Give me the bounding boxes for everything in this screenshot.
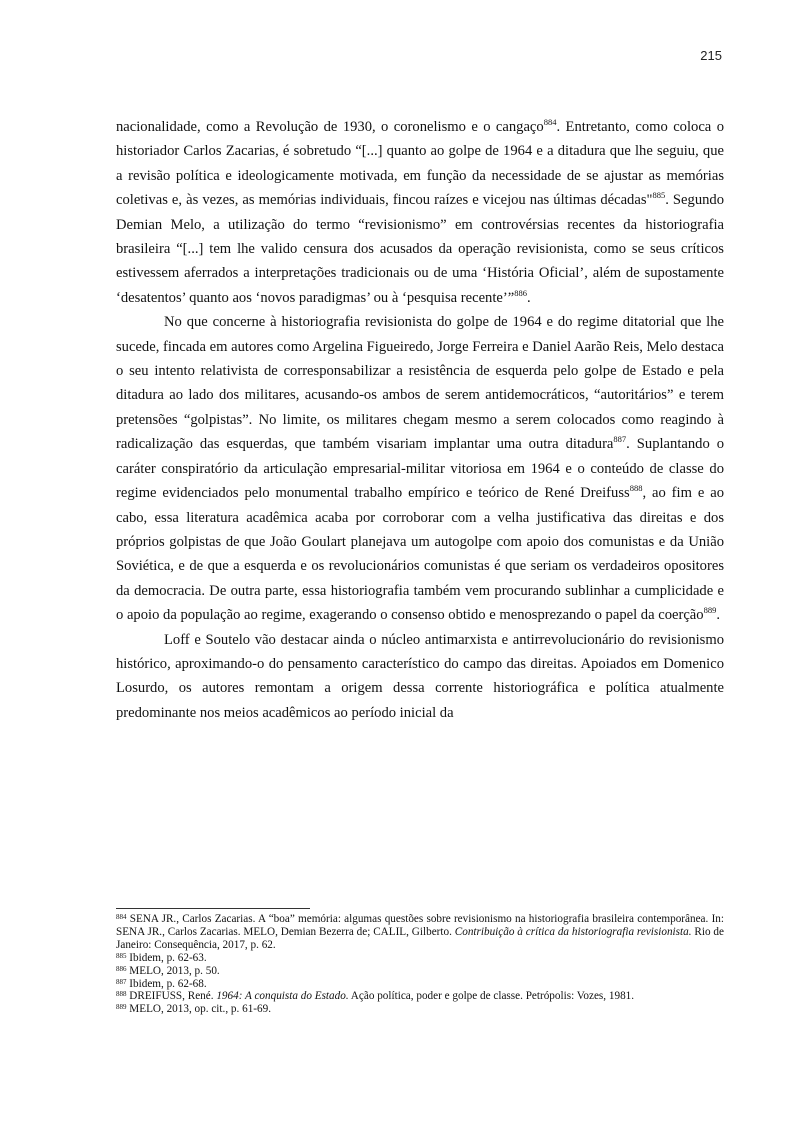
paragraph: No que concerne à historiografia revisionista do golpe de 1964 e do regime ditatorial que lhe sucede, fincada em autores como Argelina Figueiredo, Jorge Ferreira e Daniel Aarão Reis, Melo destaca o seu intento relativista de corresponsabilizar a resistência de esquerda pelo golpe de Estado e pela ditadura ao lado dos militares, acusando-os ambos de serem antidemocráticos, “autoritários” e terem pretensões “golpistas”. No limite, os militares chegam mesmo a serem colocados como reagindo à radicalização das esquerdas, que também visariam implantar uma outra ditadura$^{887}$. Suplantando o caráter conspiratório da articulação empresarial-militar vitoriosa em 1964 e o conteúdo de classe do regime evidenciados pelo monumental trabalho empírico e teórico de René Dreifuss$^{888}$, ao fim e ao cabo, essa literatura acadêmica acaba por corroborar com a velha justificativa das direitas e dos próprios golpistas de que João Goulart planejava um autogolpe com apoio dos comunistas e da União Soviética, e de que a esquerda e os revolucionários comunistas é que seriam os verdadeiros opositores da democracia. De outra parte, essa historiografia também vem procurando sublinhar a cumplicidade e o apoio da população ao regime, exagerando o consenso obtido e menosprezando o papel da coerção$^{889}$. bbox=[116, 314, 724, 624]
footnote-ref: 889 bbox=[703, 605, 717, 616]
page-number: 215 bbox=[700, 48, 722, 63]
footnotes bbox=[116, 913, 724, 1016]
footnote: $^{885}$ Ibidem, p. 62-63. bbox=[116, 951, 207, 964]
paragraph: nacionalidade, como a Revolução de 1930, o coronelismo e o cangaço$^{884}$. Entretanto, como coloca o historiador Carlos Zacarias, é sobretudo “[...] quanto ao golpe de 1964 e a ditadura que lhe seguiu, que a revisão política e ideologicamente motivada, em função da necessidade de se ajustar as memórias coletivas e, às vezes, as memórias individuais, fincou raízes e vicejou nas últimas décadas"$^{885}$. Segundo Demian Melo, a utilização do termo “revisionismo” em controvérsias recentes da historiografia brasileira “[...] tem lhe valido censura dos acusados da operação revisionista, como se seus críticos estivessem aferrados a interpretações tradicionais ou de uma ‘História Oficial’, além de supostamente ‘desatentos’ quanto aos ‘novos paradigmas’ ou à ‘pesquisa recente’”$^{886}$. bbox=[116, 117, 725, 306]
footnote-ref: 887 bbox=[613, 434, 627, 445]
footnote: $^{886}$ MELO, 2013, p. 50. bbox=[116, 964, 220, 977]
footnote-separator bbox=[116, 908, 310, 909]
body-text bbox=[116, 115, 724, 725]
footnote: $^{884}$ SENA JR., Carlos Zacarias. A “boa” memória: algumas questões sobre revisionismo na historiografia brasileira contemporânea. In: SENA JR., Carlos Zacarias. MELO, Demian Bezerra de; CALIL, Gilberto. Contribuição à crítica da historiografia revisionista. Rio de Janeiro: Consequência, 2017, p. 62. bbox=[116, 913, 724, 951]
footnote-ref: 888 bbox=[116, 990, 127, 999]
footnote-ref: 886 bbox=[514, 287, 527, 298]
footnote-ref: 889 bbox=[116, 1003, 127, 1012]
italic-title: Contribuição à crítica da historiografia revisionista. bbox=[454, 925, 692, 938]
footnote: $^{887}$ Ibidem, p. 62-68. bbox=[116, 977, 207, 990]
paragraph: Loff e Soutelo vão destacar ainda o núcleo antimarxista e antirrevolucionário do revisionismo histórico, aproximando-o do pensamento característico do campo das direitas. Apoiados em Domenico Losurdo, os autores remontam a origem dessa corrente historiográfica e política atualmente predominante nos meios acadêmicos ao período inicial da bbox=[116, 631, 724, 721]
footnote-ref: 888 bbox=[629, 483, 643, 494]
footnote-ref: 886 bbox=[116, 964, 127, 973]
footnote-ref: 885 bbox=[652, 190, 666, 201]
footnote: $^{889}$ MELO, 2013, op. cit., p. 61-69. bbox=[116, 1003, 271, 1016]
italic-title: 1964: A conquista do Estado. bbox=[216, 990, 349, 1003]
footnote-ref: 884 bbox=[116, 913, 127, 921]
footnote-ref: 887 bbox=[116, 977, 127, 986]
footnote-ref: 885 bbox=[116, 951, 127, 960]
footnote: $^{888}$ DREIFUSS, René. 1964: A conquista do Estado. Ação política, poder e golpe de classe. Petrópolis: Vozes, 1981. bbox=[116, 990, 635, 1003]
footnote-ref: 884 bbox=[543, 117, 557, 128]
